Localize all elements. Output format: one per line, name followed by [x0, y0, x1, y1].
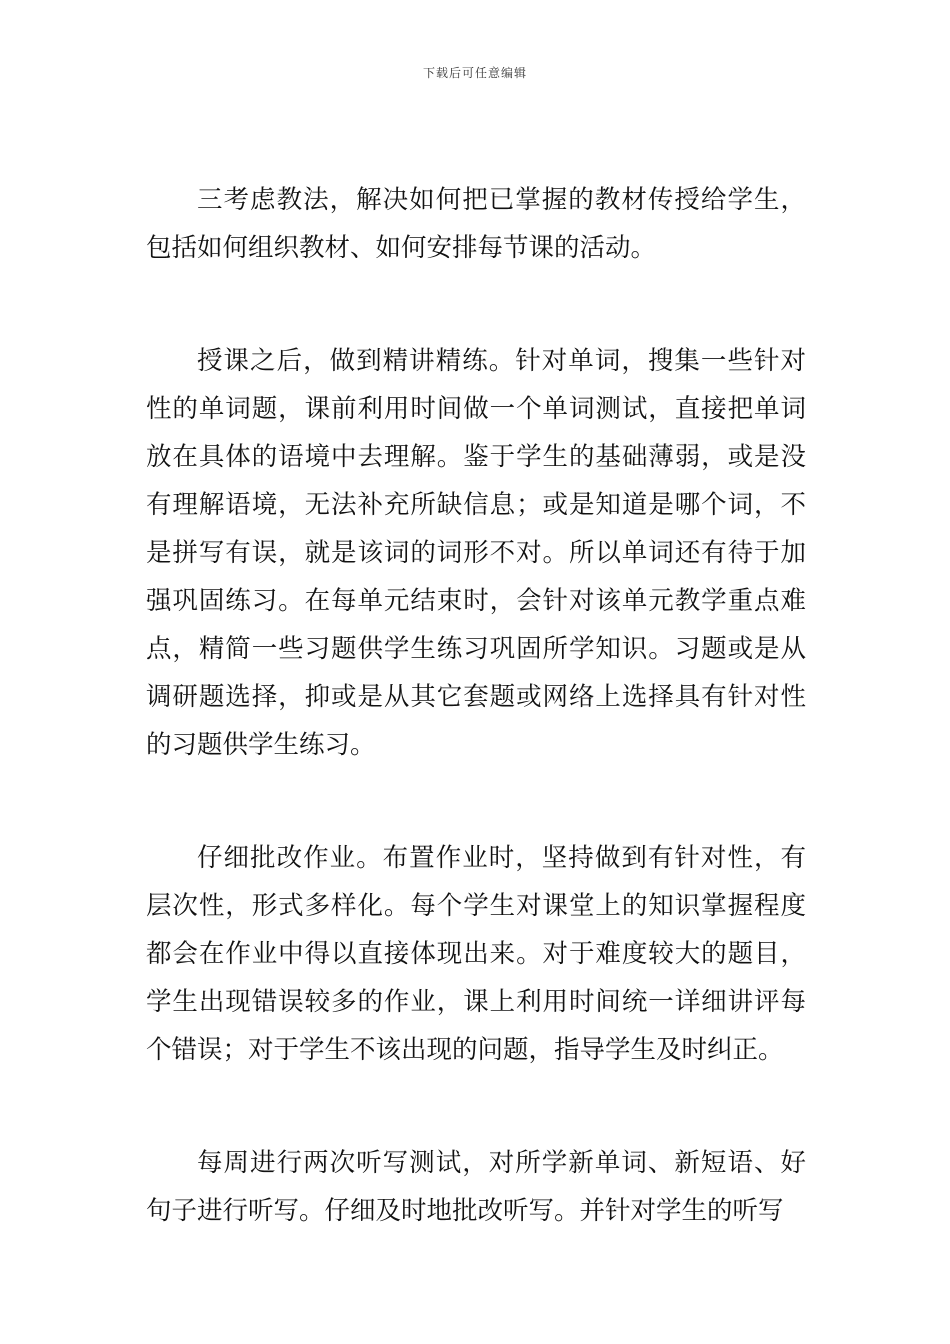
document-body: [146, 176, 806, 1300]
paragraph-homework: 仔细批改作业。布置作业时，坚持做到有针对性，有层次性，形式多样化。每个学生对课堂上的知识掌握程度都会在作业中得以直接体现出来。对于难度较大的题目，学生出现错误较多的作业，课上利用时间统一详细讲评每个错误；对于学生不该出现的问题，指导学生及时纠正。: [146, 843, 806, 1065]
paragraph-teaching-methods: 三考虑教法，解决如何把已掌握的教材传授给学生，包括如何组织教材、如何安排每节课的活动。: [146, 185, 806, 263]
page-header: 下载后可任意编辑: [422, 66, 527, 80]
paragraph-dictation: 每周进行两次听写测试，对所学新单词、新短语、好句子进行听写。仔细及时地批改听写。并针对学生的听写: [146, 1148, 806, 1226]
paragraph-after-class: 授课之后，做到精讲精练。针对单词，搜集一些针对性的单词题，课前利用时间做一个单词测试，直接把单词放在具体的语境中去理解。鉴于学生的基础薄弱，或是没有理解语境，无法补充所缺信息；或是知道是哪个词，不是拼写有误，就是该词的词形不对。所以单词还有待于加强巩固练习。在每单元结束时，会针对该单元教学重点难点，精简一些习题供学生练习巩固所学知识。习题或是从调研题选择，抑或是从其它套题或网络上选择具有针对性的习题供学生练习。: [146, 346, 806, 760]
